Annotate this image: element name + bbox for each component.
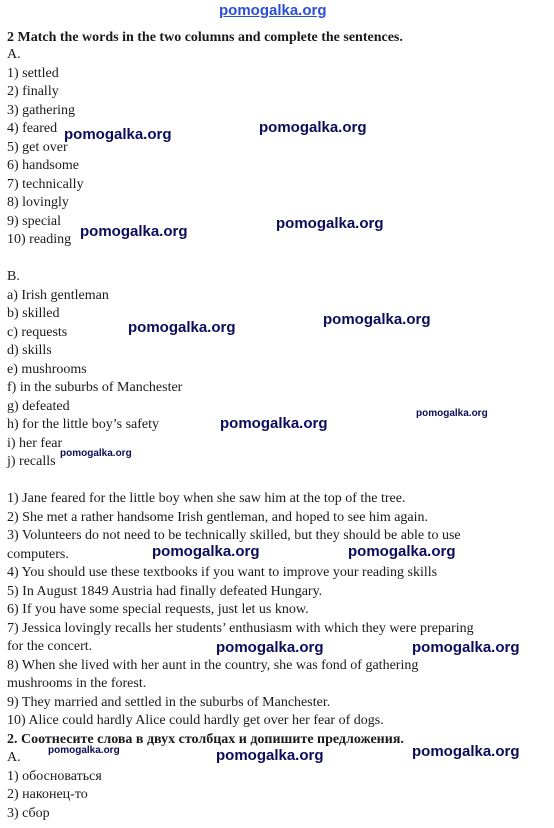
- sentence-line: 8) When she lived with her aunt in the country, she was fond of gathering: [7, 658, 419, 673]
- watermark: pomogalka.org: [276, 215, 384, 232]
- column-a-item: 7) technically: [7, 177, 84, 192]
- sentence-line: 4) You should use these textbooks if you want to improve your reading skills: [7, 565, 438, 580]
- sentence-line: computers.: [7, 547, 69, 562]
- watermark: pomogalka.org: [412, 639, 520, 656]
- watermark: pomogalka.org: [60, 448, 132, 459]
- sentence-line: 5) In August 1849 Austria had finally defeated Hungary.: [7, 584, 323, 599]
- column-a-item-ru: 1) обосноваться: [7, 769, 102, 784]
- column-a-item: 4) feared: [7, 121, 58, 136]
- sentence-line: 2) She met a rather handsome Irish gentleman, and hoped to see him again.: [7, 510, 429, 525]
- column-b-item: i) her fear: [7, 436, 63, 451]
- column-a-item: 1) settled: [7, 66, 59, 81]
- watermark: pomogalka.org: [323, 311, 431, 328]
- sentence-line: 7) Jessica lovingly recalls her students’ enthusiasm with which they were preparing: [7, 621, 474, 636]
- watermark: pomogalka.org: [259, 119, 367, 136]
- watermark: pomogalka.org: [152, 543, 260, 560]
- column-a-item: 10) reading: [7, 232, 72, 247]
- column-b-item: h) for the little boy’s safety: [7, 417, 160, 432]
- exercise-heading: 2 Match the words in the two columns and complete the sentences.: [7, 30, 403, 45]
- watermark: pomogalka.org: [64, 126, 172, 143]
- top-watermark-link[interactable]: pomogalka.org: [219, 2, 327, 19]
- column-b-item: f) in the suburbs of Manchester: [7, 380, 183, 395]
- column-a-label-ru: А.: [7, 750, 21, 765]
- sentence-line: 3) Volunteers do not need to be technically skilled, but they should be able to use: [7, 528, 461, 543]
- column-b-label: B.: [7, 269, 20, 284]
- column-a-item-ru: 3) сбор: [7, 806, 50, 821]
- exercise-heading-ru: 2. Соотнесите слова в двух столбцах и допишите предложения.: [7, 732, 404, 747]
- watermark: pomogalka.org: [348, 543, 456, 560]
- watermark: pomogalka.org: [128, 319, 236, 336]
- sentence-line: for the concert.: [7, 639, 93, 654]
- column-a-item-ru: 2) наконец-то: [7, 787, 88, 802]
- column-a-item: 2) finally: [7, 84, 59, 99]
- sentence-line: mushrooms in the forest.: [7, 676, 147, 691]
- watermark: pomogalka.org: [216, 639, 324, 656]
- column-a-item: 8) lovingly: [7, 195, 69, 210]
- sentence-line: 1) Jane feared for the little boy when she saw him at the top of the tree.: [7, 491, 406, 506]
- sentence-line: 9) They married and settled in the suburbs of Manchester.: [7, 695, 331, 710]
- column-a-item: 9) special: [7, 214, 62, 229]
- column-a-item: 5) get over: [7, 140, 68, 155]
- column-b-item: c) requests: [7, 325, 68, 340]
- watermark: pomogalka.org: [220, 415, 328, 432]
- column-b-item: d) skills: [7, 343, 52, 358]
- watermark: pomogalka.org: [216, 747, 324, 764]
- sentence-line: 10) Alice could hardly Alice could hardly get over her fear of dogs.: [7, 713, 384, 728]
- watermark: pomogalka.org: [48, 745, 120, 756]
- watermark: pomogalka.org: [80, 223, 188, 240]
- column-b-item: b) skilled: [7, 306, 60, 321]
- sentence-line: 6) If you have some special requests, just let us know.: [7, 602, 309, 617]
- column-a-label: A.: [7, 47, 21, 62]
- column-a-item: 6) handsome: [7, 158, 79, 173]
- watermark: pomogalka.org: [412, 743, 520, 760]
- column-b-item: a) Irish gentleman: [7, 288, 109, 303]
- column-b-item: g) defeated: [7, 399, 70, 414]
- column-b-item: j) recalls: [7, 454, 56, 469]
- watermark: pomogalka.org: [416, 408, 488, 419]
- column-b-item: e) mushrooms: [7, 362, 87, 377]
- column-a-item: 3) gathering: [7, 103, 76, 118]
